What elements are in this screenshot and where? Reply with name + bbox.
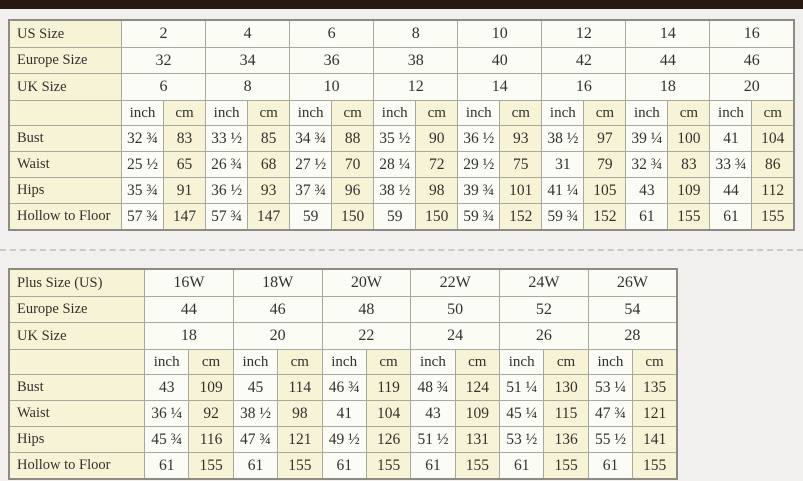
size-value-cell: 8 <box>206 74 290 101</box>
inch-value-cell: 43 <box>145 375 189 401</box>
cm-value-cell: 93 <box>248 177 290 203</box>
size-value-cell: 8 <box>374 20 458 47</box>
standard-size-chart <box>8 19 795 231</box>
corner-cell <box>9 349 145 374</box>
inch-value-cell: 33 ½ <box>206 126 248 152</box>
inch-value-cell: 61 <box>411 452 455 479</box>
inch-value-cell: 49 ½ <box>322 426 366 452</box>
inch-value-cell: 48 ¾ <box>411 375 455 401</box>
inch-value-cell: 61 <box>588 452 632 479</box>
inch-value-cell: 61 <box>626 203 668 230</box>
top-dark-banner <box>0 0 803 9</box>
cm-value-cell: 155 <box>544 452 588 479</box>
inch-value-cell: 27 ½ <box>290 152 332 178</box>
inch-header-cell: inch <box>458 100 500 125</box>
cm-value-cell: 152 <box>584 203 626 230</box>
cm-header-cell: cm <box>189 349 233 374</box>
inch-header-cell: inch <box>542 100 584 125</box>
size-value-cell: 10 <box>290 74 374 101</box>
measure-row <box>9 126 794 152</box>
size-value-cell: 24 <box>411 323 500 350</box>
measure-row <box>9 401 677 427</box>
size-row <box>9 20 794 47</box>
cm-header-cell: cm <box>416 100 458 125</box>
inch-value-cell: 38 ½ <box>542 126 584 152</box>
size-value-cell: 6 <box>122 74 206 101</box>
cm-value-cell: 72 <box>416 152 458 178</box>
cm-value-cell: 88 <box>332 126 374 152</box>
inch-value-cell: 39 ¾ <box>458 177 500 203</box>
standard-size-table-container <box>8 19 795 231</box>
cm-value-cell: 131 <box>455 426 499 452</box>
cm-value-cell: 152 <box>500 203 542 230</box>
cm-header-cell: cm <box>248 100 290 125</box>
cm-value-cell: 97 <box>584 126 626 152</box>
cm-value-cell: 147 <box>164 203 206 230</box>
inch-value-cell: 38 ½ <box>233 401 277 427</box>
inch-value-cell: 61 <box>500 452 544 479</box>
inch-value-cell: 35 ¾ <box>122 177 164 203</box>
inch-value-cell: 41 <box>710 126 752 152</box>
inch-value-cell: 28 ¼ <box>374 152 416 178</box>
cm-value-cell: 98 <box>416 177 458 203</box>
cm-value-cell: 155 <box>633 452 677 479</box>
inch-value-cell: 57 ¾ <box>122 203 164 230</box>
size-value-cell: 24W <box>500 269 589 296</box>
size-value-cell: 20 <box>233 323 322 350</box>
size-value-cell: 12 <box>542 20 626 47</box>
size-value-cell: 16W <box>145 269 234 296</box>
cm-header-cell: cm <box>164 100 206 125</box>
cm-value-cell: 75 <box>500 152 542 178</box>
inch-value-cell: 45 <box>233 375 277 401</box>
measure-row <box>9 375 677 401</box>
inch-value-cell: 26 ¾ <box>206 152 248 178</box>
size-value-cell: 14 <box>458 74 542 101</box>
size-value-cell: 10 <box>458 20 542 47</box>
size-value-cell: 20W <box>322 269 411 296</box>
inch-header-cell: inch <box>374 100 416 125</box>
inch-value-cell: 61 <box>145 452 189 479</box>
inch-value-cell: 57 ¾ <box>206 203 248 230</box>
cm-value-cell: 85 <box>248 126 290 152</box>
row-label: UK Size <box>9 323 145 350</box>
cm-value-cell: 92 <box>189 401 233 427</box>
cm-value-cell: 124 <box>455 375 499 401</box>
inch-value-cell: 37 ¾ <box>290 177 332 203</box>
row-label: US Size <box>9 20 122 47</box>
cm-header-cell: cm <box>668 100 710 125</box>
size-row <box>9 47 794 74</box>
inch-value-cell: 53 ½ <box>500 426 544 452</box>
cm-value-cell: 109 <box>189 375 233 401</box>
cm-value-cell: 121 <box>278 426 322 452</box>
dashed-divider <box>0 249 803 251</box>
row-label: UK Size <box>9 74 122 101</box>
cm-value-cell: 150 <box>416 203 458 230</box>
cm-value-cell: 83 <box>164 126 206 152</box>
inch-value-cell: 59 ¾ <box>458 203 500 230</box>
row-label: Europe Size <box>9 296 145 323</box>
plus-size-chart <box>8 268 678 480</box>
size-value-cell: 18W <box>233 269 322 296</box>
inch-header-cell: inch <box>626 100 668 125</box>
inch-value-cell: 61 <box>710 203 752 230</box>
row-label: Waist <box>9 401 145 427</box>
inch-header-cell: inch <box>290 100 332 125</box>
cm-value-cell: 105 <box>584 177 626 203</box>
cm-value-cell: 86 <box>752 152 794 178</box>
measure-row <box>9 203 794 230</box>
row-label: Hollow to Floor <box>9 203 122 230</box>
inch-header-cell: inch <box>500 349 544 374</box>
cm-value-cell: 155 <box>455 452 499 479</box>
size-value-cell: 12 <box>374 74 458 101</box>
inch-value-cell: 41 <box>322 401 366 427</box>
inch-value-cell: 43 <box>626 177 668 203</box>
cm-value-cell: 98 <box>278 401 322 427</box>
cm-value-cell: 91 <box>164 177 206 203</box>
cm-header-cell: cm <box>584 100 626 125</box>
inch-value-cell: 34 ¾ <box>290 126 332 152</box>
inch-header-cell: inch <box>206 100 248 125</box>
inch-value-cell: 53 ¼ <box>588 375 632 401</box>
inch-value-cell: 59 <box>290 203 332 230</box>
size-value-cell: 38 <box>374 47 458 74</box>
size-value-cell: 14 <box>626 20 710 47</box>
size-value-cell: 2 <box>122 20 206 47</box>
cm-header-cell: cm <box>544 349 588 374</box>
inch-value-cell: 59 ¾ <box>542 203 584 230</box>
inch-value-cell: 35 ½ <box>374 126 416 152</box>
cm-value-cell: 119 <box>366 375 410 401</box>
cm-value-cell: 135 <box>633 375 677 401</box>
inch-value-cell: 59 <box>374 203 416 230</box>
size-value-cell: 32 <box>122 47 206 74</box>
size-value-cell: 26 <box>500 323 589 350</box>
inch-value-cell: 33 ¾ <box>710 152 752 178</box>
inch-value-cell: 45 ¾ <box>145 426 189 452</box>
cm-value-cell: 104 <box>752 126 794 152</box>
measure-row <box>9 152 794 178</box>
cm-value-cell: 147 <box>248 203 290 230</box>
inch-value-cell: 31 <box>542 152 584 178</box>
cm-header-cell: cm <box>278 349 322 374</box>
measure-row <box>9 426 677 452</box>
inch-value-cell: 47 ¾ <box>588 401 632 427</box>
cm-value-cell: 96 <box>332 177 374 203</box>
cm-value-cell: 109 <box>455 401 499 427</box>
row-label: Bust <box>9 375 145 401</box>
inch-value-cell: 55 ½ <box>588 426 632 452</box>
inch-value-cell: 51 ¼ <box>500 375 544 401</box>
size-value-cell: 50 <box>411 296 500 323</box>
cm-value-cell: 155 <box>278 452 322 479</box>
cm-value-cell: 141 <box>633 426 677 452</box>
cm-value-cell: 70 <box>332 152 374 178</box>
size-value-cell: 42 <box>542 47 626 74</box>
size-value-cell: 16 <box>542 74 626 101</box>
inch-header-cell: inch <box>322 349 366 374</box>
size-row <box>9 269 677 296</box>
cm-value-cell: 126 <box>366 426 410 452</box>
cm-header-cell: cm <box>455 349 499 374</box>
inch-header-cell: inch <box>588 349 632 374</box>
inch-value-cell: 43 <box>411 401 455 427</box>
size-value-cell: 46 <box>233 296 322 323</box>
cm-value-cell: 104 <box>366 401 410 427</box>
cm-value-cell: 83 <box>668 152 710 178</box>
inch-value-cell: 25 ½ <box>122 152 164 178</box>
inch-header-cell: inch <box>233 349 277 374</box>
size-value-cell: 20 <box>710 74 794 101</box>
cm-value-cell: 68 <box>248 152 290 178</box>
inch-header-cell: inch <box>411 349 455 374</box>
size-value-cell: 44 <box>145 296 234 323</box>
plus-size-table-container <box>8 268 678 480</box>
inch-value-cell: 32 ¾ <box>626 152 668 178</box>
size-value-cell: 18 <box>145 323 234 350</box>
cm-value-cell: 116 <box>189 426 233 452</box>
size-row <box>9 296 677 323</box>
cm-value-cell: 121 <box>633 401 677 427</box>
cm-header-cell: cm <box>366 349 410 374</box>
inch-header-cell: inch <box>122 100 164 125</box>
inch-value-cell: 39 ¼ <box>626 126 668 152</box>
inch-value-cell: 47 ¾ <box>233 426 277 452</box>
cm-value-cell: 90 <box>416 126 458 152</box>
cm-value-cell: 79 <box>584 152 626 178</box>
size-value-cell: 22W <box>411 269 500 296</box>
cm-value-cell: 114 <box>278 375 322 401</box>
row-label: Hollow to Floor <box>9 452 145 479</box>
size-row <box>9 323 677 350</box>
size-value-cell: 36 <box>290 47 374 74</box>
cm-value-cell: 93 <box>500 126 542 152</box>
inch-header-cell: inch <box>145 349 189 374</box>
measure-row <box>9 452 677 479</box>
cm-header-cell: cm <box>752 100 794 125</box>
inch-value-cell: 36 ¼ <box>145 401 189 427</box>
measure-row <box>9 177 794 203</box>
row-label: Bust <box>9 126 122 152</box>
size-row <box>9 74 794 101</box>
size-value-cell: 28 <box>588 323 677 350</box>
inch-value-cell: 38 ½ <box>374 177 416 203</box>
cm-header-cell: cm <box>332 100 374 125</box>
cm-value-cell: 155 <box>366 452 410 479</box>
inch-value-cell: 29 ½ <box>458 152 500 178</box>
cm-value-cell: 109 <box>668 177 710 203</box>
unit-header-row <box>9 349 677 374</box>
inch-value-cell: 41 ¼ <box>542 177 584 203</box>
size-value-cell: 34 <box>206 47 290 74</box>
row-label: Hips <box>9 426 145 452</box>
cm-value-cell: 136 <box>544 426 588 452</box>
row-label: Europe Size <box>9 47 122 74</box>
unit-header-row <box>9 100 794 125</box>
size-value-cell: 6 <box>290 20 374 47</box>
cm-value-cell: 150 <box>332 203 374 230</box>
size-value-cell: 44 <box>626 47 710 74</box>
row-label: Waist <box>9 152 122 178</box>
cm-header-cell: cm <box>633 349 677 374</box>
size-value-cell: 40 <box>458 47 542 74</box>
inch-value-cell: 61 <box>322 452 366 479</box>
size-value-cell: 4 <box>206 20 290 47</box>
cm-value-cell: 155 <box>189 452 233 479</box>
cm-header-cell: cm <box>500 100 542 125</box>
inch-value-cell: 44 <box>710 177 752 203</box>
row-label: Hips <box>9 177 122 203</box>
cm-value-cell: 112 <box>752 177 794 203</box>
cm-value-cell: 155 <box>752 203 794 230</box>
cm-value-cell: 65 <box>164 152 206 178</box>
corner-cell <box>9 100 122 125</box>
inch-value-cell: 36 ½ <box>458 126 500 152</box>
cm-value-cell: 100 <box>668 126 710 152</box>
size-value-cell: 18 <box>626 74 710 101</box>
inch-value-cell: 45 ¼ <box>500 401 544 427</box>
size-value-cell: 54 <box>588 296 677 323</box>
inch-value-cell: 51 ½ <box>411 426 455 452</box>
inch-header-cell: inch <box>710 100 752 125</box>
inch-value-cell: 32 ¾ <box>122 126 164 152</box>
size-value-cell: 26W <box>588 269 677 296</box>
inch-value-cell: 61 <box>233 452 277 479</box>
size-value-cell: 46 <box>710 47 794 74</box>
cm-value-cell: 155 <box>668 203 710 230</box>
size-value-cell: 52 <box>500 296 589 323</box>
inch-value-cell: 36 ½ <box>206 177 248 203</box>
size-value-cell: 48 <box>322 296 411 323</box>
size-value-cell: 22 <box>322 323 411 350</box>
cm-value-cell: 101 <box>500 177 542 203</box>
inch-value-cell: 46 ¾ <box>322 375 366 401</box>
cm-value-cell: 115 <box>544 401 588 427</box>
size-value-cell: 16 <box>710 20 794 47</box>
row-label: Plus Size (US) <box>9 269 145 296</box>
cm-value-cell: 130 <box>544 375 588 401</box>
